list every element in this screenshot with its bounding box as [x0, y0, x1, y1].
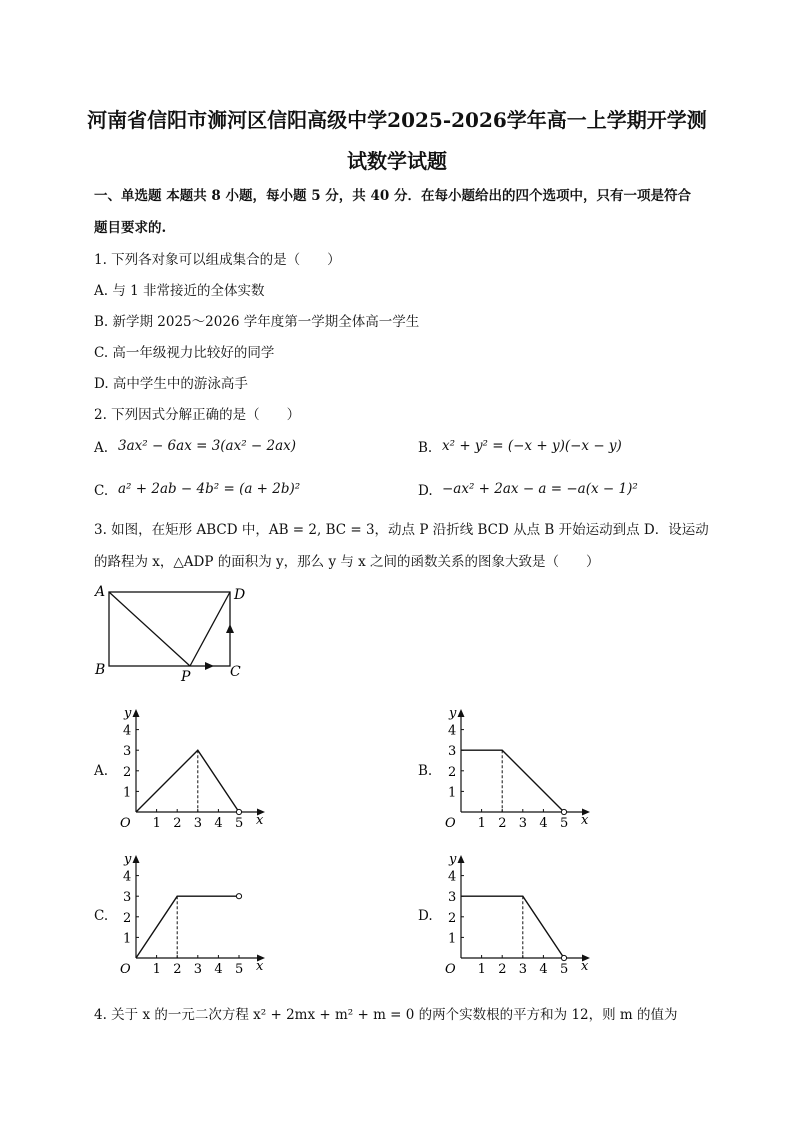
y-tick-label: 2	[448, 910, 457, 926]
origin-label: O	[120, 816, 131, 831]
arrow-up-icon	[226, 624, 234, 633]
question-3-stem-line2: 的路程为 x，△ADP 的面积为 y，那么 y 与 x 之间的函数关系的图象大致是（ ）	[94, 554, 600, 570]
question-2-option-a-math: 3ax² − 6ax = 3(ax² − 2ax)	[118, 438, 297, 454]
section-heading: 一、单选题 本题共 8 小题，每小题 5 分，共 40 分．在每小题给出的四个选项中，只有一项是符合	[94, 188, 691, 204]
y-tick-label: 4	[123, 869, 132, 885]
label-b: B	[95, 662, 106, 678]
x-axis-label: x	[256, 959, 264, 974]
graph-option-b	[437, 703, 597, 835]
question-2-option-b-math: x² + y² = (−x + y)(−x − y)	[442, 438, 622, 454]
y-tick-label: 2	[448, 764, 457, 780]
section-heading-line2: 题目要求的.	[94, 220, 167, 236]
y-axis-arrow-icon	[458, 855, 465, 863]
y-axis-label: y	[124, 852, 132, 867]
question-2-option-b-label: B.	[418, 440, 433, 456]
x-axis-label: x	[581, 813, 589, 828]
x-tick-label: 1	[152, 816, 161, 831]
open-endpoint	[236, 809, 241, 814]
x-tick-label: 4	[214, 816, 223, 831]
y-axis-label: y	[124, 706, 132, 721]
x-tick-label: 3	[193, 816, 203, 831]
x-tick-label: 5	[560, 816, 569, 831]
graph-option-c-label: C.	[94, 908, 109, 924]
question-1-option-b: B. 新学期 2025～2026 学年度第一学期全体高一学生	[94, 314, 420, 330]
label-c: C	[230, 664, 241, 680]
segment-ap	[109, 592, 190, 666]
function-graph	[136, 750, 239, 812]
y-tick-label: 3	[448, 744, 457, 760]
y-axis-label: y	[449, 706, 457, 721]
graph-option-a	[112, 703, 272, 835]
page-title: 河南省信阳市浉河区信阳高级中学2025-2026学年高一上学期开学测	[87, 108, 707, 132]
x-tick-label: 2	[173, 962, 182, 977]
question-1-option-c: C. 高一年级视力比较好的同学	[94, 345, 275, 361]
question-2-option-c-label: C.	[94, 483, 109, 499]
segment-pd	[190, 592, 230, 666]
graph-option-d	[437, 849, 597, 981]
x-tick-label: 2	[498, 962, 507, 977]
origin-label: O	[445, 962, 456, 977]
label-p: P	[181, 669, 191, 685]
x-tick-label: 2	[498, 816, 507, 831]
y-axis-label: y	[449, 852, 457, 867]
question-2-option-a-label: A.	[94, 440, 109, 456]
graph-option-d-label: D.	[418, 908, 433, 924]
question-1-option-a: A. 与 1 非常接近的全体实数	[94, 283, 265, 299]
x-tick-label: 4	[539, 816, 548, 831]
rectangle-figure	[90, 580, 260, 685]
origin-label: O	[120, 962, 131, 977]
question-2-stem: 2. 下列因式分解正确的是（ ）	[94, 407, 301, 423]
graph-option-c	[112, 849, 272, 981]
label-a: A	[95, 584, 106, 600]
x-tick-label: 1	[152, 962, 161, 977]
question-3-stem: 3. 如图，在矩形 ABCD 中，AB = 2, BC = 3，动点 P 沿折线 BCD 从点 B 开始运动到点 D．设运动	[94, 522, 709, 538]
y-tick-label: 3	[123, 890, 132, 906]
open-endpoint	[561, 809, 566, 814]
y-tick-label: 1	[448, 931, 457, 947]
y-tick-label: 1	[123, 785, 132, 801]
function-graph	[461, 750, 564, 812]
y-axis-arrow-icon	[133, 855, 140, 863]
function-graph	[136, 896, 239, 958]
x-tick-label: 1	[477, 962, 486, 977]
x-tick-label: 4	[539, 962, 548, 977]
y-tick-label: 2	[123, 764, 132, 780]
question-2-option-c-math: a² + 2ab − 4b² = (a + 2b)²	[118, 481, 301, 497]
x-tick-label: 4	[214, 962, 223, 977]
question-2-option-d-label: D.	[418, 483, 433, 499]
x-tick-label: 5	[235, 816, 244, 831]
graph-option-b-label: B.	[418, 763, 433, 779]
x-tick-label: 2	[173, 816, 182, 831]
y-tick-label: 1	[448, 785, 457, 801]
y-axis-arrow-icon	[458, 709, 465, 717]
function-graph	[461, 896, 564, 958]
y-tick-label: 3	[123, 744, 132, 760]
y-tick-label: 4	[123, 723, 132, 739]
question-1-stem: 1. 下列各对象可以组成集合的是（ ）	[94, 252, 341, 268]
x-axis-label: x	[581, 959, 589, 974]
page-title-line2: 试数学试题	[347, 149, 447, 173]
graph-option-a-label: A.	[94, 763, 109, 779]
x-tick-label: 3	[518, 816, 528, 831]
y-tick-label: 4	[448, 723, 457, 739]
x-tick-label: 5	[235, 962, 244, 977]
question-1-option-d: D. 高中学生中的游泳高手	[94, 376, 248, 392]
open-endpoint	[561, 955, 566, 960]
y-tick-label: 4	[448, 869, 457, 885]
y-axis-arrow-icon	[133, 709, 140, 717]
x-tick-label: 5	[560, 962, 569, 977]
x-tick-label: 3	[518, 962, 528, 977]
y-tick-label: 2	[123, 910, 132, 926]
rectangle-abcd	[109, 592, 230, 666]
y-tick-label: 3	[448, 890, 457, 906]
label-d: D	[234, 587, 246, 603]
y-tick-label: 1	[123, 931, 132, 947]
x-tick-label: 1	[477, 816, 486, 831]
x-tick-label: 3	[193, 962, 203, 977]
open-endpoint	[236, 894, 241, 899]
question-2-option-d-math: −ax² + 2ax − a = −a(x − 1)²	[442, 481, 638, 497]
origin-label: O	[445, 816, 456, 831]
question-4-stem: 4. 关于 x 的一元二次方程 x² + 2mx + m² + m = 0 的两个实数根的平方和为 12，则 m 的值为	[94, 1007, 678, 1023]
arrow-right-icon	[205, 662, 214, 670]
x-axis-label: x	[256, 813, 264, 828]
